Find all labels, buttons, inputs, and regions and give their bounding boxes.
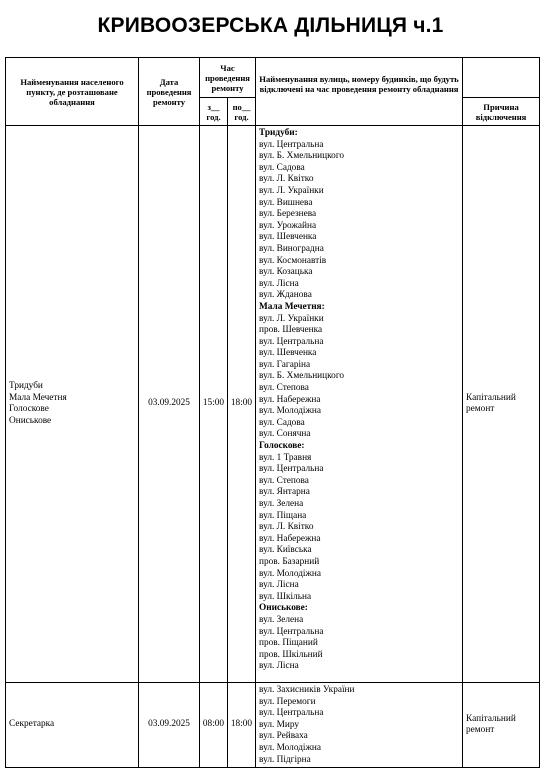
header-time-from: з__ год. bbox=[200, 98, 228, 126]
street-item: вул. Лісна bbox=[259, 580, 299, 591]
street-item: вул. Б. Хмельницкого bbox=[259, 151, 345, 162]
date-cell: 03.09.2025 bbox=[139, 126, 200, 683]
street-item: вул. Янтарна bbox=[259, 487, 310, 498]
street-item: вул. Молодіжна bbox=[259, 742, 322, 753]
street-item: вул. Садова bbox=[259, 162, 305, 173]
town-heading: Ониськове: bbox=[259, 603, 308, 614]
street-item: вул. Шкільна bbox=[259, 591, 312, 602]
settlement-cell bbox=[6, 126, 139, 683]
town-heading: Мала Мечетня: bbox=[259, 301, 325, 312]
street-item: вул. Центральна bbox=[259, 139, 324, 150]
street-item: вул. Набережна bbox=[259, 533, 321, 544]
street-item: вул. Гагаріна bbox=[259, 359, 311, 370]
street-item: вул. Л. Українки bbox=[259, 185, 324, 196]
street-item: вул. Л. Квітко bbox=[259, 174, 314, 185]
street-item: вул. Захисників України bbox=[259, 685, 355, 695]
date-cell: 03.09.2025 bbox=[139, 683, 200, 768]
street-item: вул. Космонавтів bbox=[259, 255, 327, 266]
street-item: вул. 1 Травня bbox=[259, 452, 312, 463]
street-item: пров. Шевченка bbox=[259, 325, 323, 336]
street-item: вул. Урожайна bbox=[259, 220, 317, 231]
time-to-cell: 18:00 bbox=[228, 126, 256, 683]
street-item: вул. Набережна bbox=[259, 394, 321, 405]
street-item: вул. Л. Українки bbox=[259, 313, 324, 324]
header-time-to: по__ год. bbox=[228, 98, 256, 126]
street-item: вул. Молодіжна bbox=[259, 406, 322, 417]
settlement-name: Мала Мечетня bbox=[9, 392, 67, 403]
street-item: вул. Центральна bbox=[259, 336, 324, 347]
street-item: вул. Степова bbox=[259, 475, 309, 486]
street-item: вул. Жданова bbox=[259, 290, 312, 301]
street-item: вул. Лісна bbox=[259, 278, 299, 289]
street-item: вул. Молодіжна bbox=[259, 568, 322, 579]
street-item: вул. Центральна bbox=[259, 626, 324, 637]
street-item: вул. Центральна bbox=[259, 708, 324, 719]
header-time: Час проведення ремонту bbox=[200, 58, 256, 98]
town-heading: Тридуби: bbox=[259, 128, 298, 138]
street-item: пров. Піщаний bbox=[259, 638, 318, 649]
street-item: вул. Лісна bbox=[259, 661, 299, 672]
street-item: вул. Зелена bbox=[259, 614, 304, 625]
street-item: вул. Б. Хмельницкого bbox=[259, 371, 345, 382]
time-to-cell: 18:00 bbox=[228, 683, 256, 768]
street-item: вул. Підгірна bbox=[259, 754, 311, 765]
table-row bbox=[6, 683, 540, 768]
time-from-cell: 08:00 bbox=[200, 683, 228, 768]
streets-cell bbox=[256, 126, 463, 683]
settlement-name: Секретарка bbox=[9, 719, 55, 730]
street-item: вул. Л. Квітко bbox=[259, 522, 314, 533]
street-item: вул. Садова bbox=[259, 417, 305, 428]
street-item: вул. Миру bbox=[259, 719, 300, 730]
reason-cell: Капітальний ремонт bbox=[463, 683, 540, 768]
settlement-name: Голоскове bbox=[9, 404, 49, 414]
time-from-cell: 15:00 bbox=[200, 126, 228, 683]
street-item: вул. Степова bbox=[259, 383, 309, 394]
table-row bbox=[6, 126, 540, 683]
header-date: Дата проведення ремонту bbox=[139, 58, 200, 126]
town-heading: Голоскове: bbox=[259, 441, 305, 452]
street-item: вул. Центральна bbox=[259, 464, 324, 475]
street-item: вул. Рейваха bbox=[259, 731, 308, 742]
header-streets: Найменування вулиць, номеру будинків, що будуть відключені на час проведення ремонту обладнання bbox=[256, 58, 463, 126]
street-item: вул. Перемоги bbox=[259, 696, 316, 707]
street-item: вул. Виноградна bbox=[259, 243, 324, 254]
street-item: вул. Березнева bbox=[259, 209, 317, 220]
street-item: вул. Київська bbox=[259, 545, 312, 556]
settlement-name: Ониськове bbox=[9, 415, 52, 426]
street-item: вул. Вишнева bbox=[259, 197, 313, 208]
street-item: пров. Базарний bbox=[259, 556, 320, 567]
header-reason: Причина відключення bbox=[463, 98, 540, 126]
street-item: пров. Шкільний bbox=[259, 649, 323, 660]
street-item: вул. Піщана bbox=[259, 510, 307, 521]
street-item: вул. Козацька bbox=[259, 267, 313, 278]
reason-cell: Капітальний ремонт bbox=[463, 126, 540, 683]
page-title: КРИВООЗЕРСЬКА ДІЛЬНИЦЯ ч.1 bbox=[97, 14, 444, 37]
header-reason-spacer bbox=[463, 58, 540, 98]
outage-table bbox=[5, 57, 540, 768]
street-item: вул. Зелена bbox=[259, 499, 304, 509]
settlement-cell bbox=[6, 683, 139, 768]
street-item: вул. Шевченка bbox=[259, 348, 317, 359]
header-settlement: Найменування населеного пункту, де розташоване обладнання bbox=[6, 58, 139, 126]
settlement-name: Тридуби bbox=[9, 381, 43, 391]
street-item: вул. Сонячна bbox=[259, 429, 311, 440]
streets-cell bbox=[256, 683, 463, 768]
street-item: вул. Шевченка bbox=[259, 232, 317, 243]
